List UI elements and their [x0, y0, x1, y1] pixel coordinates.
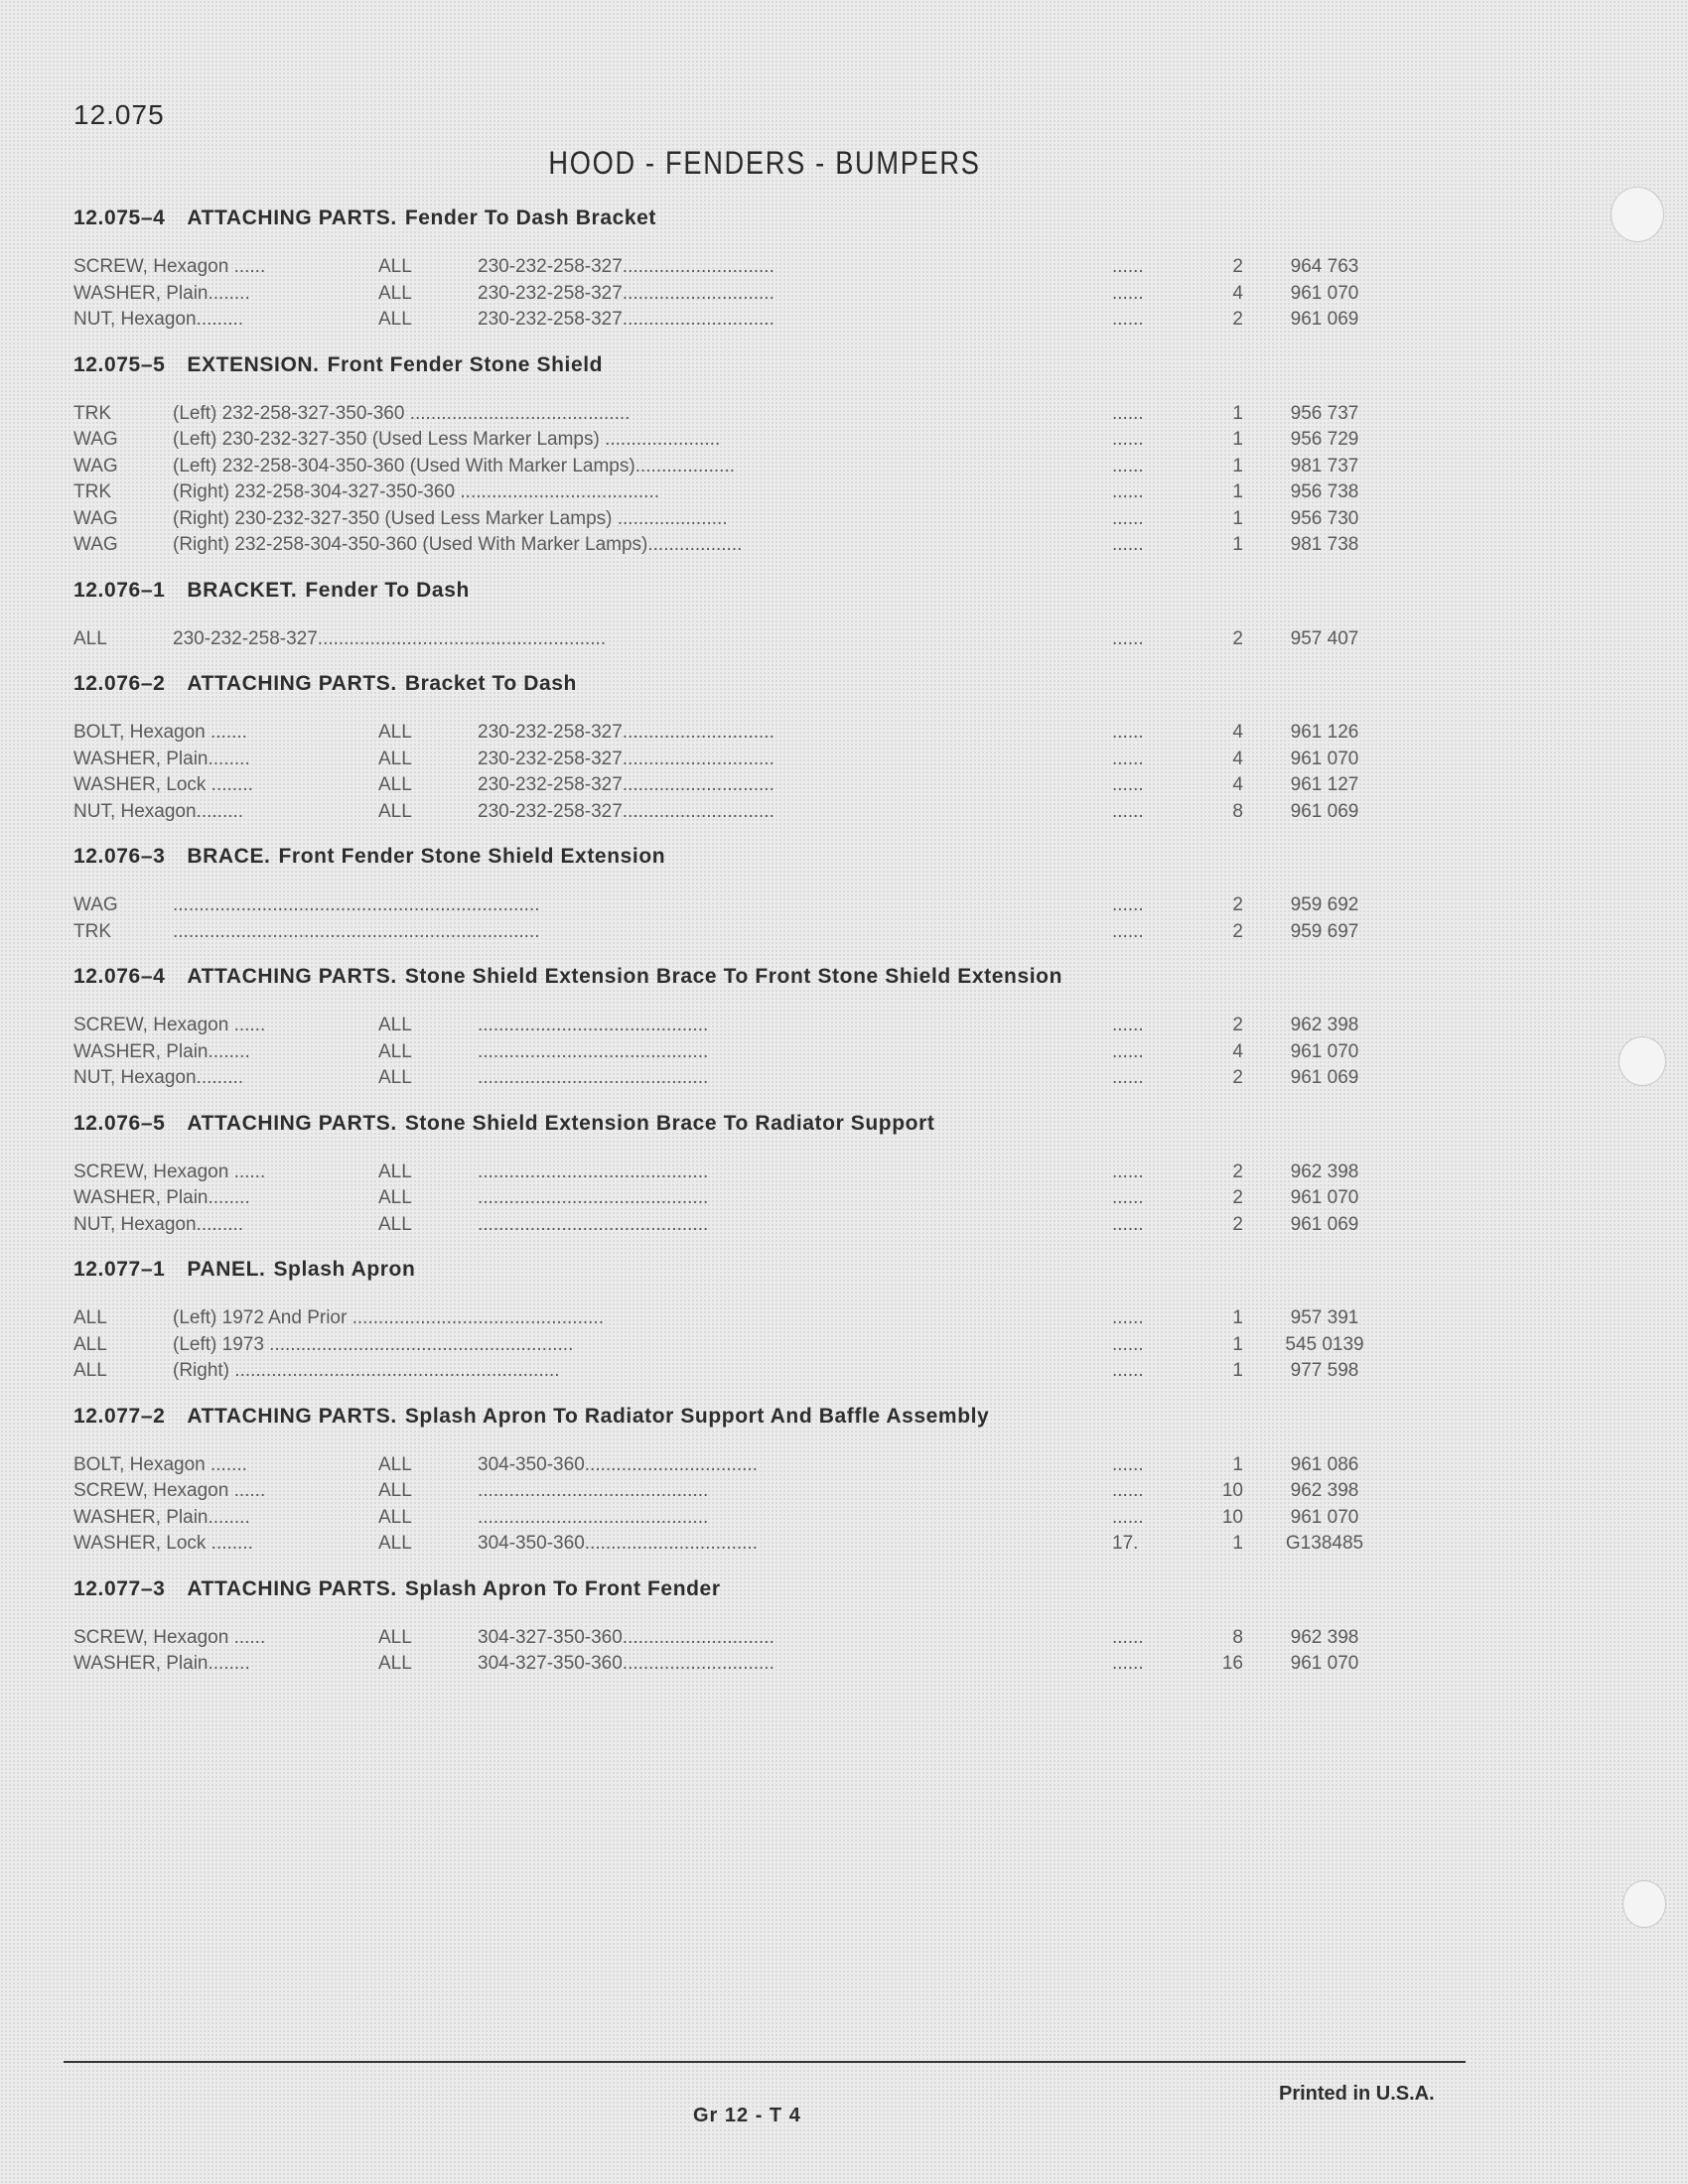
quantity: 2: [1232, 256, 1243, 277]
section-name: ATTACHING PARTS.: [187, 206, 397, 229]
dot-leader: ......: [1112, 800, 1144, 822]
model-applicability: ALL: [378, 1067, 412, 1088]
section-number: 12.076–5: [73, 1111, 166, 1135]
part-number: 977 598: [1290, 1360, 1359, 1381]
model-applicability: ALL: [378, 1187, 412, 1208]
section-subtitle: Splash Apron To Front Fender: [404, 1576, 721, 1600]
dot-leader: ......: [1112, 1307, 1144, 1328]
part-name: WASHER, Lock ........: [73, 1533, 253, 1554]
model-applicability: TRK: [73, 402, 111, 424]
quantity: 2: [1232, 1213, 1243, 1235]
part-row: [73, 506, 1483, 533]
part-row: [73, 892, 1483, 919]
section-heading: [73, 1401, 1483, 1433]
section-subtitle: Fender To Dash Bracket: [404, 206, 657, 229]
model-applicability: TRK: [73, 920, 111, 942]
part-number: 961 070: [1290, 282, 1359, 304]
quantity: 4: [1232, 774, 1243, 795]
quantity: 4: [1232, 748, 1243, 769]
section-number: 12.077–3: [73, 1576, 166, 1600]
part-row: [73, 1160, 1483, 1186]
part-description: (Left) 1973 ..........................................................: [173, 1333, 574, 1355]
part-name: SCREW, Hexagon ......: [73, 256, 266, 277]
dot-leader: 17.: [1112, 1533, 1139, 1554]
part-row: [73, 1358, 1483, 1385]
model-applicability: ALL: [378, 1506, 412, 1528]
section-name: BRACKET.: [187, 578, 298, 602]
part-row: [73, 1039, 1483, 1066]
part-number: 957 391: [1290, 1307, 1359, 1328]
part-row: [73, 1332, 1483, 1359]
part-name: SCREW, Hexagon ......: [73, 1480, 266, 1501]
part-number: G138485: [1285, 1533, 1364, 1554]
part-description: 230-232-258-327.............................: [478, 282, 774, 304]
part-number: 961 069: [1290, 309, 1359, 330]
part-description: (Right) 232-258-304-350-360 (Used With Marker Lamps)..................: [173, 534, 743, 555]
model-applicability: ALL: [378, 1626, 412, 1648]
dot-leader: ......: [1112, 774, 1144, 795]
quantity: 1: [1232, 1533, 1243, 1554]
parts-rows: [73, 1605, 1483, 1690]
footer-divider: [64, 2061, 1466, 2063]
quantity: 8: [1232, 1626, 1243, 1648]
part-description: 304-350-360.................................: [478, 1533, 758, 1554]
parts-section: [73, 1254, 1483, 1397]
section-heading: [73, 961, 1483, 993]
part-row: [73, 772, 1483, 799]
part-description: 230-232-258-327.............................: [478, 309, 774, 330]
parts-section: [73, 961, 1483, 1104]
section-heading: [73, 1108, 1483, 1140]
dot-leader: ......: [1112, 920, 1144, 942]
section-name: ATTACHING PARTS.: [187, 1404, 397, 1428]
quantity: 8: [1232, 800, 1243, 822]
section-subtitle: Stone Shield Extension Brace To Radiator Support: [404, 1111, 935, 1135]
part-name: NUT, Hexagon.........: [73, 1213, 244, 1235]
parts-rows: [73, 381, 1483, 571]
dot-leader: ......: [1112, 534, 1144, 555]
part-number: 956 737: [1290, 402, 1359, 424]
part-description: 230-232-258-327.............................: [478, 774, 774, 795]
model-applicability: WAG: [73, 455, 118, 477]
parts-section: [73, 203, 1483, 345]
quantity: 1: [1232, 1307, 1243, 1328]
quantity: 4: [1232, 722, 1243, 743]
parts-section: [73, 1573, 1483, 1690]
part-description: 304-327-350-360.............................: [478, 1653, 774, 1674]
part-name: WASHER, Plain........: [73, 1040, 250, 1062]
printed-in-usa: Printed in U.S.A.: [1279, 2083, 1435, 2105]
part-description: (Left) 1972 And Prior ................................................: [173, 1307, 604, 1328]
part-description: 304-350-360.................................: [478, 1453, 758, 1475]
quantity: 1: [1232, 481, 1243, 502]
section-heading: [73, 349, 1483, 381]
dot-leader: ......: [1112, 1067, 1144, 1088]
section-name: PANEL.: [187, 1258, 266, 1281]
dot-leader: ......: [1112, 1040, 1144, 1062]
part-row: [73, 307, 1483, 334]
parts-section: [73, 668, 1483, 837]
model-applicability: ALL: [378, 1213, 412, 1235]
model-applicability: ALL: [378, 774, 412, 795]
model-applicability: ALL: [378, 309, 412, 330]
part-row: [73, 281, 1483, 308]
section-number: 12.076–2: [73, 672, 166, 695]
dot-leader: ......: [1112, 1213, 1144, 1235]
part-row: [73, 1065, 1483, 1092]
parts-rows: [73, 234, 1483, 345]
part-row: [73, 919, 1483, 946]
dot-leader: ......: [1112, 507, 1144, 529]
part-description: 230-232-258-327.............................: [478, 722, 774, 743]
part-name: WASHER, Plain........: [73, 1506, 250, 1528]
part-name: NUT, Hexagon.........: [73, 800, 244, 822]
model-applicability: ALL: [378, 748, 412, 769]
section-name: ATTACHING PARTS.: [187, 1111, 397, 1135]
part-description: ............................................: [478, 1040, 709, 1062]
part-name: BOLT, Hexagon .......: [73, 722, 247, 743]
part-number: 959 697: [1290, 920, 1359, 942]
part-number: 961 070: [1290, 1653, 1359, 1674]
section-heading: [73, 203, 1483, 234]
part-number: 545 0139: [1285, 1333, 1364, 1355]
parts-rows: [73, 1433, 1483, 1570]
dot-leader: ......: [1112, 455, 1144, 477]
part-number: 961 070: [1290, 1040, 1359, 1062]
section-heading: [73, 668, 1483, 700]
section-subtitle: Fender To Dash: [305, 578, 470, 602]
part-description: (Left) 232-258-327-350-360 ..........................................: [173, 402, 631, 424]
quantity: 4: [1232, 282, 1243, 304]
section-subtitle: Stone Shield Extension Brace To Front Stone Shield Extension: [404, 965, 1063, 988]
part-description: ............................................: [478, 1187, 709, 1208]
dot-leader: ......: [1112, 1626, 1144, 1648]
quantity: 1: [1232, 455, 1243, 477]
dot-leader: ......: [1112, 722, 1144, 743]
part-name: WASHER, Plain........: [73, 282, 250, 304]
part-number: 961 070: [1290, 748, 1359, 769]
parts-rows: [73, 873, 1483, 957]
model-applicability: ALL: [378, 1653, 412, 1674]
quantity: 2: [1232, 1067, 1243, 1088]
part-name: WASHER, Plain........: [73, 748, 250, 769]
quantity: 10: [1221, 1506, 1243, 1528]
dot-leader: ......: [1112, 481, 1144, 502]
part-row: [73, 1305, 1483, 1332]
part-name: SCREW, Hexagon ......: [73, 1015, 266, 1035]
section-number: 12.076–4: [73, 965, 166, 988]
section-number: 12.076–1: [73, 578, 166, 602]
part-name: NUT, Hexagon.........: [73, 309, 244, 330]
section-heading: [73, 841, 1483, 873]
part-number: 964 763: [1290, 256, 1359, 277]
quantity: 1: [1232, 534, 1243, 555]
part-row: [73, 427, 1483, 454]
model-applicability: WAG: [73, 894, 118, 915]
part-description: (Right) 232-258-304-327-350-360 ......................................: [173, 481, 660, 502]
model-applicability: ALL: [73, 1307, 107, 1328]
part-number: 961 086: [1290, 1453, 1359, 1475]
model-applicability: TRK: [73, 481, 111, 502]
part-number: 981 738: [1290, 534, 1359, 555]
part-number: 962 398: [1290, 1480, 1359, 1501]
part-name: SCREW, Hexagon ......: [73, 1626, 266, 1648]
section-subtitle: Front Fender Stone Shield: [327, 352, 604, 376]
section-subtitle: Bracket To Dash: [404, 672, 577, 695]
part-row: [73, 1651, 1483, 1678]
part-row: [73, 1452, 1483, 1479]
section-name: BRACE.: [187, 845, 271, 868]
part-number: 961 069: [1290, 1067, 1359, 1088]
quantity: 1: [1232, 507, 1243, 529]
part-row: [73, 799, 1483, 826]
part-name: WASHER, Plain........: [73, 1653, 250, 1674]
part-description: ............................................: [478, 1015, 709, 1035]
part-row: [73, 1212, 1483, 1239]
dot-leader: ......: [1112, 894, 1144, 915]
dot-leader: ......: [1112, 309, 1144, 330]
dot-leader: ......: [1112, 1187, 1144, 1208]
quantity: 4: [1232, 1040, 1243, 1062]
part-number: 961 070: [1290, 1506, 1359, 1528]
model-applicability: ALL: [378, 1160, 412, 1182]
model-applicability: ALL: [73, 1333, 107, 1355]
dot-leader: ......: [1112, 1506, 1144, 1528]
parts-section: [73, 1108, 1483, 1251]
part-row: [73, 1505, 1483, 1532]
model-applicability: ALL: [378, 800, 412, 822]
parts-rows: [73, 1286, 1483, 1397]
binder-hole-bottom: [1622, 1880, 1666, 1928]
part-description: 230-232-258-327.............................: [478, 748, 774, 769]
part-number: 962 398: [1290, 1160, 1359, 1182]
section-subtitle: Splash Apron To Radiator Support And Baffle Assembly: [404, 1404, 990, 1428]
section-number: 12.077–1: [73, 1258, 166, 1281]
part-description: 230-232-258-327.......................................................: [173, 627, 607, 649]
quantity: 1: [1232, 1360, 1243, 1381]
part-description: 230-232-258-327.............................: [478, 800, 774, 822]
page-title: HOOD - FENDERS - BUMPERS: [548, 145, 981, 181]
quantity: 2: [1232, 920, 1243, 942]
model-applicability: ALL: [73, 1360, 107, 1381]
dot-leader: ......: [1112, 1453, 1144, 1475]
model-applicability: ALL: [378, 1533, 412, 1554]
part-row: [73, 626, 1483, 653]
part-description: 230-232-258-327.............................: [478, 256, 774, 277]
model-applicability: ALL: [73, 627, 107, 649]
dot-leader: ......: [1112, 1360, 1144, 1381]
part-name: BOLT, Hexagon .......: [73, 1453, 247, 1475]
dot-leader: ......: [1112, 282, 1144, 304]
dot-leader: ......: [1112, 1333, 1144, 1355]
part-row: [73, 454, 1483, 480]
model-applicability: WAG: [73, 429, 118, 450]
parts-rows: [73, 993, 1483, 1104]
part-row: [73, 479, 1483, 506]
dot-leader: ......: [1112, 1653, 1144, 1674]
dot-leader: ......: [1112, 1160, 1144, 1182]
quantity: 2: [1232, 1187, 1243, 1208]
section-heading: [73, 1254, 1483, 1286]
dot-leader: ......: [1112, 748, 1144, 769]
part-number: 961 127: [1290, 774, 1359, 795]
quantity: 16: [1221, 1653, 1243, 1674]
part-number: 957 407: [1290, 627, 1359, 649]
section-heading: [73, 1573, 1483, 1605]
model-applicability: WAG: [73, 534, 118, 555]
part-number: 961 069: [1290, 800, 1359, 822]
part-description: ......................................................................: [173, 920, 540, 942]
part-name: WASHER, Lock ........: [73, 774, 253, 795]
quantity: 10: [1221, 1480, 1243, 1501]
part-description: (Right) 230-232-327-350 (Used Less Marker Lamps) .....................: [173, 507, 728, 529]
part-number: 959 692: [1290, 894, 1359, 915]
parts-section: [73, 349, 1483, 571]
part-description: ............................................: [478, 1506, 709, 1528]
quantity: 1: [1232, 1453, 1243, 1475]
part-description: ............................................: [478, 1067, 709, 1088]
binder-hole-top: [1611, 187, 1664, 242]
model-applicability: ALL: [378, 256, 412, 277]
parts-section: [73, 841, 1483, 957]
quantity: 1: [1232, 402, 1243, 424]
part-description: ............................................: [478, 1213, 709, 1235]
quantity: 2: [1232, 1160, 1243, 1182]
page-reference: Gr 12 - T 4: [693, 2105, 801, 2126]
parts-section: [73, 575, 1483, 665]
section-number: 12.075–4: [73, 206, 166, 229]
model-applicability: ALL: [378, 1480, 412, 1501]
model-applicability: ALL: [378, 722, 412, 743]
model-applicability: ALL: [378, 282, 412, 304]
quantity: 2: [1232, 1015, 1243, 1035]
part-description: (Left) 232-258-304-350-360 (Used With Marker Lamps)...................: [173, 455, 736, 477]
quantity: 2: [1232, 309, 1243, 330]
section-number: 12.075–5: [73, 352, 166, 376]
part-description: ............................................: [478, 1480, 709, 1501]
part-row: [73, 1013, 1483, 1039]
part-description: ......................................................................: [173, 894, 540, 915]
section-name: ATTACHING PARTS.: [187, 672, 397, 695]
part-number: 956 738: [1290, 481, 1359, 502]
section-subtitle: Front Fender Stone Shield Extension: [278, 845, 666, 868]
part-row: [73, 254, 1483, 281]
part-description: (Right) ..............................................................: [173, 1360, 560, 1381]
quantity: 1: [1232, 429, 1243, 450]
section-heading: [73, 575, 1483, 607]
part-row: [73, 401, 1483, 428]
dot-leader: ......: [1112, 1015, 1144, 1035]
part-number: 956 729: [1290, 429, 1359, 450]
part-description: ............................................: [478, 1160, 709, 1182]
section-number: 12.077–2: [73, 1404, 166, 1428]
part-row: [73, 532, 1483, 559]
dot-leader: ......: [1112, 429, 1144, 450]
section-name: ATTACHING PARTS.: [187, 1576, 397, 1600]
model-applicability: ALL: [378, 1040, 412, 1062]
dot-leader: ......: [1112, 627, 1144, 649]
binder-hole-middle: [1618, 1036, 1666, 1086]
part-number: 961 070: [1290, 1187, 1359, 1208]
section-name: EXTENSION.: [187, 352, 320, 376]
section-number: 12.076–3: [73, 845, 166, 868]
part-number: 962 398: [1290, 1015, 1359, 1035]
dot-leader: ......: [1112, 256, 1144, 277]
part-number: 961 126: [1290, 722, 1359, 743]
model-applicability: ALL: [378, 1453, 412, 1475]
part-name: NUT, Hexagon.........: [73, 1067, 244, 1088]
parts-section: [73, 1401, 1483, 1570]
part-description: (Left) 230-232-327-350 (Used Less Marker Lamps) ......................: [173, 429, 721, 450]
part-row: [73, 747, 1483, 773]
part-row: [73, 1531, 1483, 1558]
part-number: 961 069: [1290, 1213, 1359, 1235]
dot-leader: ......: [1112, 402, 1144, 424]
part-row: [73, 1625, 1483, 1652]
part-row: [73, 720, 1483, 747]
model-applicability: WAG: [73, 507, 118, 529]
dot-leader: ......: [1112, 1480, 1144, 1501]
part-row: [73, 1185, 1483, 1212]
parts-rows: [73, 607, 1483, 665]
quantity: 1: [1232, 1333, 1243, 1355]
section-name: ATTACHING PARTS.: [187, 965, 397, 988]
parts-rows: [73, 700, 1483, 837]
page-number: 12.075: [73, 99, 165, 130]
quantity: 2: [1232, 627, 1243, 649]
part-name: SCREW, Hexagon ......: [73, 1160, 266, 1182]
section-subtitle: Splash Apron: [273, 1258, 416, 1281]
parts-list: [73, 203, 1483, 1694]
parts-rows: [73, 1140, 1483, 1251]
part-number: 981 737: [1290, 455, 1359, 477]
part-name: WASHER, Plain........: [73, 1187, 250, 1208]
part-number: 956 730: [1290, 507, 1359, 529]
part-description: 304-327-350-360.............................: [478, 1626, 774, 1648]
quantity: 2: [1232, 894, 1243, 915]
model-applicability: ALL: [378, 1015, 412, 1035]
part-row: [73, 1478, 1483, 1505]
part-number: 962 398: [1290, 1626, 1359, 1648]
